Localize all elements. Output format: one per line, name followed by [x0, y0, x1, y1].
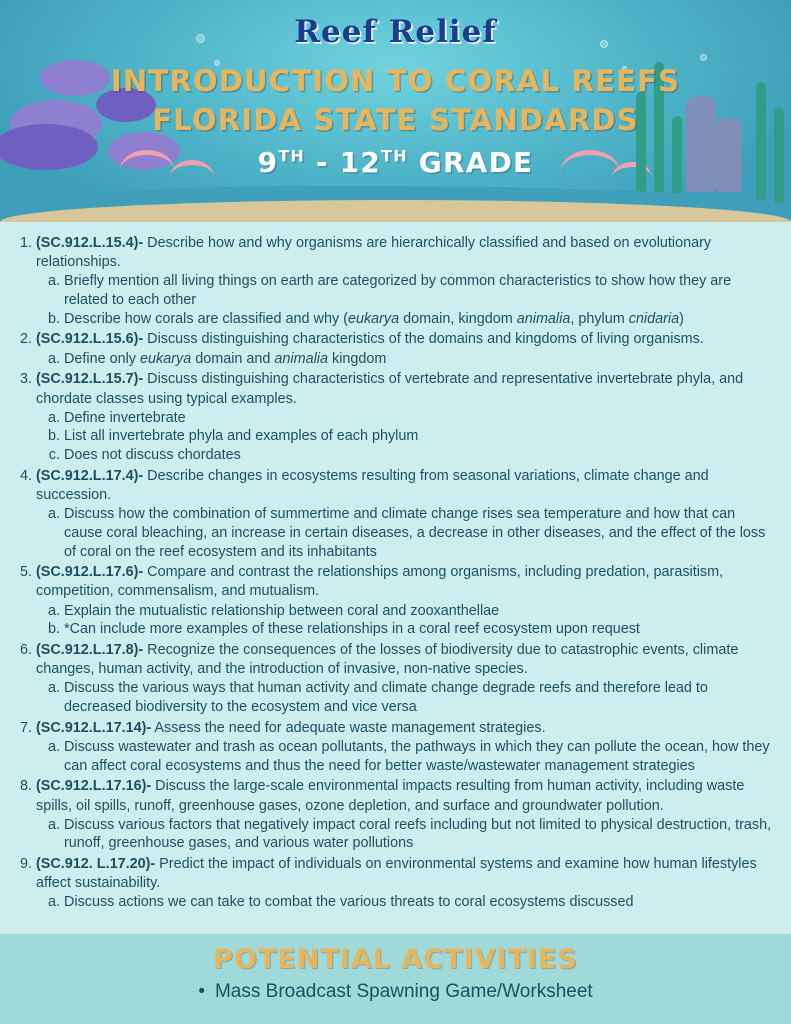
- standard-item: [36, 330, 777, 368]
- standard-subitem: [64, 738, 777, 775]
- subitem-text: Explain the mutualistic relationship between coral and zooxanthellae: [64, 602, 500, 619]
- standard-subitem: [64, 409, 777, 428]
- italic-term: cnidaria: [628, 310, 680, 327]
- standard-sublist: [36, 505, 777, 561]
- subitem-text: Discuss wastewater and trash as ocean pollutants, the pathways in which they can pollute the ocean, how they can affect coral ecosystems and thus the need for better waste/wastewater management strategies: [64, 738, 770, 774]
- grade-suffix: GRADE: [407, 146, 534, 180]
- subitem-text: kingdom: [328, 350, 387, 367]
- standard-subitem: [64, 350, 777, 369]
- standard-item: [36, 855, 777, 912]
- standard-item: [36, 641, 777, 717]
- standard-description: Describe changes in ecosystems resulting from seasonal variations, climate change and succession.: [36, 467, 709, 503]
- standard-code: (SC.912.L.15.6)-: [36, 331, 144, 348]
- subitem-text: Define only: [64, 350, 140, 367]
- italic-term: animalia: [274, 350, 328, 367]
- standard-code: (SC.912.L.15.4)-: [36, 235, 144, 251]
- italic-term: eukarya: [347, 310, 400, 327]
- subitem-text: Does not discuss chordates: [64, 447, 241, 464]
- grade-level: [0, 146, 791, 179]
- standards-list: [10, 234, 777, 912]
- title-block: [0, 62, 791, 179]
- header-banner: [0, 0, 791, 222]
- standard-sublist: [36, 893, 777, 912]
- subitem-text: Discuss the various ways that human activity and climate change degrade reefs and therefore lead to decreased biodiversity to the ecosystem and vice versa: [64, 680, 708, 716]
- standard-item: [36, 234, 777, 328]
- standard-description: Assess the need for adequate waste management strategies.: [151, 719, 546, 736]
- standard-description: Recognize the consequences of the losses of biodiversity due to catastrophic events, climate changes, human activity, and the introduction of invasive, non-native species.: [36, 642, 739, 678]
- activity-item: • Mass Broadcast Spawning Game/Worksheet: [0, 981, 791, 1003]
- standard-sublist: [36, 816, 777, 853]
- italic-term: eukarya: [140, 350, 192, 367]
- standard-sublist: [36, 409, 777, 465]
- standard-sublist: [36, 350, 777, 369]
- italic-term: animalia: [516, 310, 571, 327]
- grade-mid: - 12: [305, 146, 382, 180]
- standard-description: Compare and contrast the relationships among organisms, including predation, parasitism, competition, commensalism, and mutualism.: [36, 564, 724, 600]
- standard-code: (SC.912. L.17.20)-: [36, 856, 156, 873]
- standard-subitem: [64, 505, 777, 561]
- standard-subitem: [64, 427, 777, 446]
- standard-subitem: [64, 893, 777, 912]
- subitem-text: Define invertebrate: [64, 409, 186, 426]
- standard-sublist: [36, 679, 777, 716]
- standard-sublist: [36, 738, 777, 775]
- standard-description: Describe how and why organisms are hierarchically classified and based on evolutionary relationships.: [36, 235, 712, 271]
- standard-description: Discuss distinguishing characteristics of the domains and kingdoms of living organisms.: [143, 331, 704, 348]
- standard-description: Discuss distinguishing characteristics of vertebrate and representative invertebrate phyla, and chordate classes using typical examples.: [36, 371, 744, 407]
- standard-subitem: [64, 816, 777, 853]
- standard-item: [36, 563, 777, 639]
- grade-sup1: TH: [278, 146, 306, 166]
- standard-description: Discuss the large-scale environmental impacts resulting from human activity, including waste spills, oil spills, runoff, greenhouse gases, ozone depletion, and surface and groundwater pollution.: [36, 778, 745, 814]
- subitem-text: List all invertebrate phyla and examples of each phylum: [64, 428, 419, 445]
- standard-subitem: [64, 310, 777, 329]
- standards-content: [0, 222, 791, 934]
- standard-subitem: [64, 272, 777, 309]
- standard-item: [36, 467, 777, 561]
- subitem-text: ): [679, 310, 684, 327]
- standard-subitem: [64, 679, 777, 716]
- subitem-text: Discuss various factors that negatively impact coral reefs including but not limited to physical destruction, trash, runoff, greenhouse gases, and various water pollutions: [64, 816, 772, 852]
- standard-item: [36, 370, 777, 464]
- grade-sup2: TH: [381, 146, 408, 166]
- footer-title: POTENTIAL ACTIVITIES: [213, 944, 578, 975]
- grade-prefix: 9: [257, 146, 279, 180]
- brand-logo: Reef Relief: [294, 14, 497, 50]
- standard-sublist: [36, 272, 777, 328]
- standard-code: (SC.912.L.17.14)-: [36, 719, 152, 736]
- bubble-decoration: [700, 54, 707, 61]
- standard-code: (SC.912.L.17.16)-: [36, 778, 152, 795]
- subitem-text: Discuss actions we can take to combat the various threats to coral ecosystems discussed: [64, 894, 634, 911]
- standard-subitem: [64, 620, 777, 639]
- subitem-text: , phylum: [570, 310, 629, 327]
- subitem-text: Describe how corals are classified and why (: [64, 310, 348, 327]
- subitem-text: Discuss how the combination of summertime and climate change rises sea temperature and how that can cause coral bleaching, an increase in certain diseases, a decrease in other diseases, and the effect of the loss of coral on the reef ecosystem and its inhabitants: [64, 506, 766, 560]
- standard-code: (SC.912.L.17.6)-: [36, 564, 144, 581]
- standard-description: Predict the impact of individuals on environmental systems and examine how human lifestyles affect sustainability.: [36, 856, 757, 892]
- activities-list: [0, 981, 791, 1003]
- footer-section: [0, 934, 791, 1024]
- standard-sublist: [36, 602, 777, 639]
- standard-subitem: [64, 602, 777, 621]
- page-title-line2: FLORIDA STATE STANDARDS: [152, 103, 639, 138]
- subitem-text: domain and: [191, 350, 275, 367]
- standard-item: [36, 777, 777, 853]
- subitem-text: Briefly mention all living things on earth are categorized by common characteristics to show how they are related to each other: [64, 273, 732, 309]
- page-title-line1: INTRODUCTION TO CORAL REEFS: [110, 64, 681, 98]
- subitem-text: domain, kingdom: [399, 310, 517, 327]
- standard-code: (SC.912.L.15.7)-: [36, 371, 144, 388]
- standard-code: (SC.912.L.17.8)-: [36, 642, 144, 659]
- subitem-text: *Can include more examples of these relationships in a coral reef ecosystem upon request: [64, 621, 640, 638]
- standard-code: (SC.912.L.17.4)-: [36, 467, 144, 484]
- standard-item: [36, 719, 777, 776]
- standard-subitem: [64, 446, 777, 465]
